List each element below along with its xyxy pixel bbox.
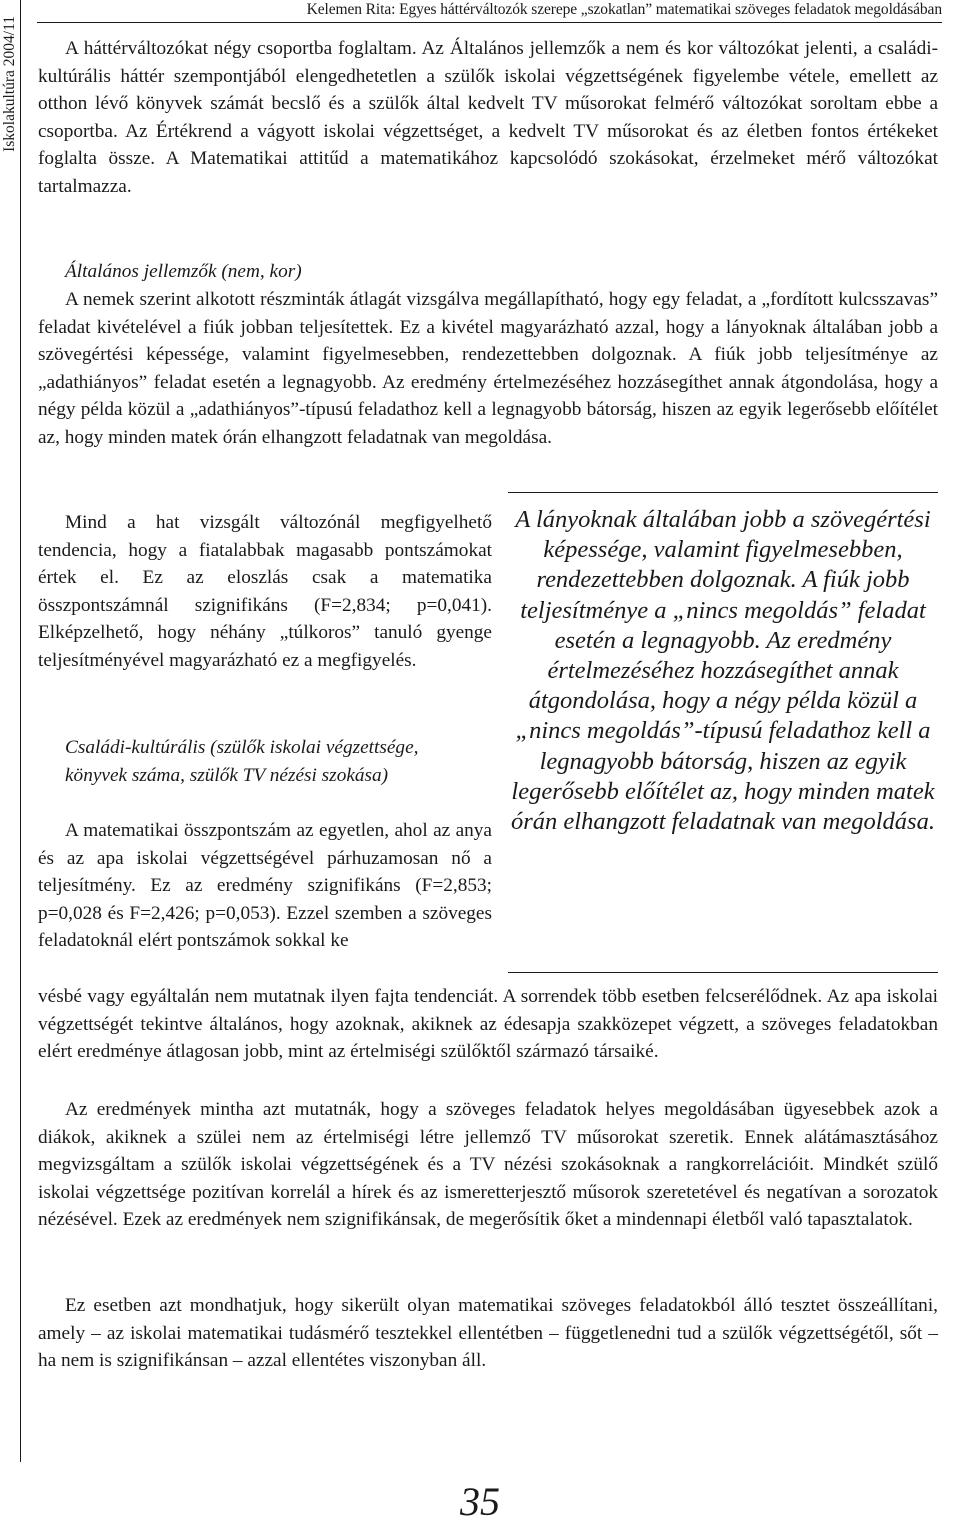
section-heading-family: Családi-kultúrális (szülők iskolai végzettsége, könyvek száma, szülők TV nézési szokása) <box>65 737 419 786</box>
intro-paragraph: A háttérváltozókat négy csoportba foglaltam. Az Általános jellemzők a nem és kor változókat jelenti, a családi-kultúrális háttér szempontjából elengedhetetlen a szülők iskolai végzettségének figyelembe vétele, emellett az otthon lévő könyvek számát becslő és a szülők által kedvelt TV műsorokat felmérő változókat soroltam ebbe a csoportba. Az Értékrend a vágyott iskolai végzettséget, a kedvelt TV műsorokat és az életben fontos értékeket foglalta össze. A Matematikai attitűd a matematikához kapcsolódó szokásokat, érzelmeket mérő változókat tartalmazza. <box>38 38 938 197</box>
pull-quote: A lányoknak általában jobb a szövegértési képessége, valamint figyelmesebben, rendezettebben dolgoznak. A fiúk jobb teljesítménye a „nincs megoldás” feladat esetén a legnagyobb. Az eredmény értelmezéséhez hozzásegíthet annak átgondolása, hogy a négy példa közül a „nincs megoldás”-típusú feladathoz kell a legnagyobb bátorság, hiszen az egyik legerősebb előítélet az, hogy minden matek órán elhangzott feladatnak van megoldása. <box>511 506 935 836</box>
age-paragraph: Mind a hat vizsgált változónál megfigyelhető tendencia, hogy a fiatalabbak magasabb pontszámokat értek el. Ez az eloszlás csak a matematika összpontszámnál szignifikáns (F=2,834; p=0,041). Elképzelhető, hogy néhány „túlkoros” tanuló gyenge teljesítményével magyarázható ez a megfigyelés. <box>38 512 492 671</box>
side-rule <box>20 0 21 1462</box>
page-number: 35 <box>460 1479 500 1524</box>
pull-quote-top-rule <box>508 492 938 493</box>
conclusion-paragraph: Ez esetben azt mondhatjuk, hogy sikerült olyan matematikai szöveges feladatokból álló tesztet összeállítani, amely – az iskolai matematikai tudásmérő tesztekkel ellentétben – függetlenedni tud a szülők végzettségétől, sőt – ha nem is szignifikánsan – azzal ellentétes viszonyban áll. <box>38 1295 938 1371</box>
section-heading-general: Általános jellemzők (nem, kor) <box>65 261 302 282</box>
running-head: Kelemen Rita: Egyes háttérváltozók szerepe „szokatlan” matematikai szöveges feladatok megoldásában <box>306 1 942 18</box>
journal-side-label-text: Iskolakultúra 2004/11 <box>0 16 18 152</box>
journal-side-label <box>1 16 18 276</box>
general-paragraph: A nemek szerint alkotott részminták átlagát vizsgálva megállapítható, hogy egy feladat, a „fordított kulcsszavas” feladat kivételével a fiúk jobban teljesítettek. Ez a kivétel magyarázható azzal, hogy a lányoknak általában jobb a szövegértési képessége, valamint figyelmesebben, rendezettebben dolgoznak. A fiúk jobb teljesítménye az „adathiányos” feladat esetén a legnagyobb. Az eredmény értelmezéséhez hozzásegíthet annak átgondolása, hogy a négy példa közül a „adathiányos”-típusú feladathoz kell a legnagyobb bátorság, hiszen az egyik legerősebb előítélet az, hogy minden matek órán elhangzott feladatnak van megoldása. <box>38 289 938 448</box>
family-paragraph-part1: A matematikai összpontszám az egyetlen, ahol az anya és az apa iskolai végzettségével párhuzamosan nő a teljesítmény. Ez az eredmény szignifikáns (F=2,853; p=0,028 és F=2,426; p=0,053). Ezzel szemben a szöveges feladatoknál elért pontszámok sokkal ke <box>38 820 492 951</box>
pull-quote-bottom-rule <box>508 972 938 973</box>
header-rule <box>37 22 942 23</box>
tv-paragraph: Az eredmények mintha azt mutatnák, hogy a szöveges feladatok helyes megoldásában ügyesebbek azok a diákok, akiknek a szülei nem az értelmiségi létre jellemző TV műsorokat szeretik. Ennek alátámasztásához megvizsgáltam a szülők iskolai végzettségének és a TV nézési szokásoknak a rangkorrelációit. Mindkét szülő iskolai végzettsége pozitívan korrelál a hírek és az ismeretterjesztő műsorok szeretetével és negatívan a sorozatok nézésével. Ezek az eredmények nem szignifikánsak, de megerősítik őket a mindennapi életből való tapasztalatok. <box>38 1099 938 1230</box>
family-paragraph-part2: vésbé vagy egyáltalán nem mutatnak ilyen fajta tendenciát. A sorrendek több esetben felcserélődnek. Az apa iskolai végzettségét tekintve általános, hogy azoknak, akiknek az édesapja szakközepet végzett, a szöveges feladatokban elért eredménye átlagosan jobb, mint az értelmiségi szülőktől származó társaiké. <box>38 986 938 1062</box>
